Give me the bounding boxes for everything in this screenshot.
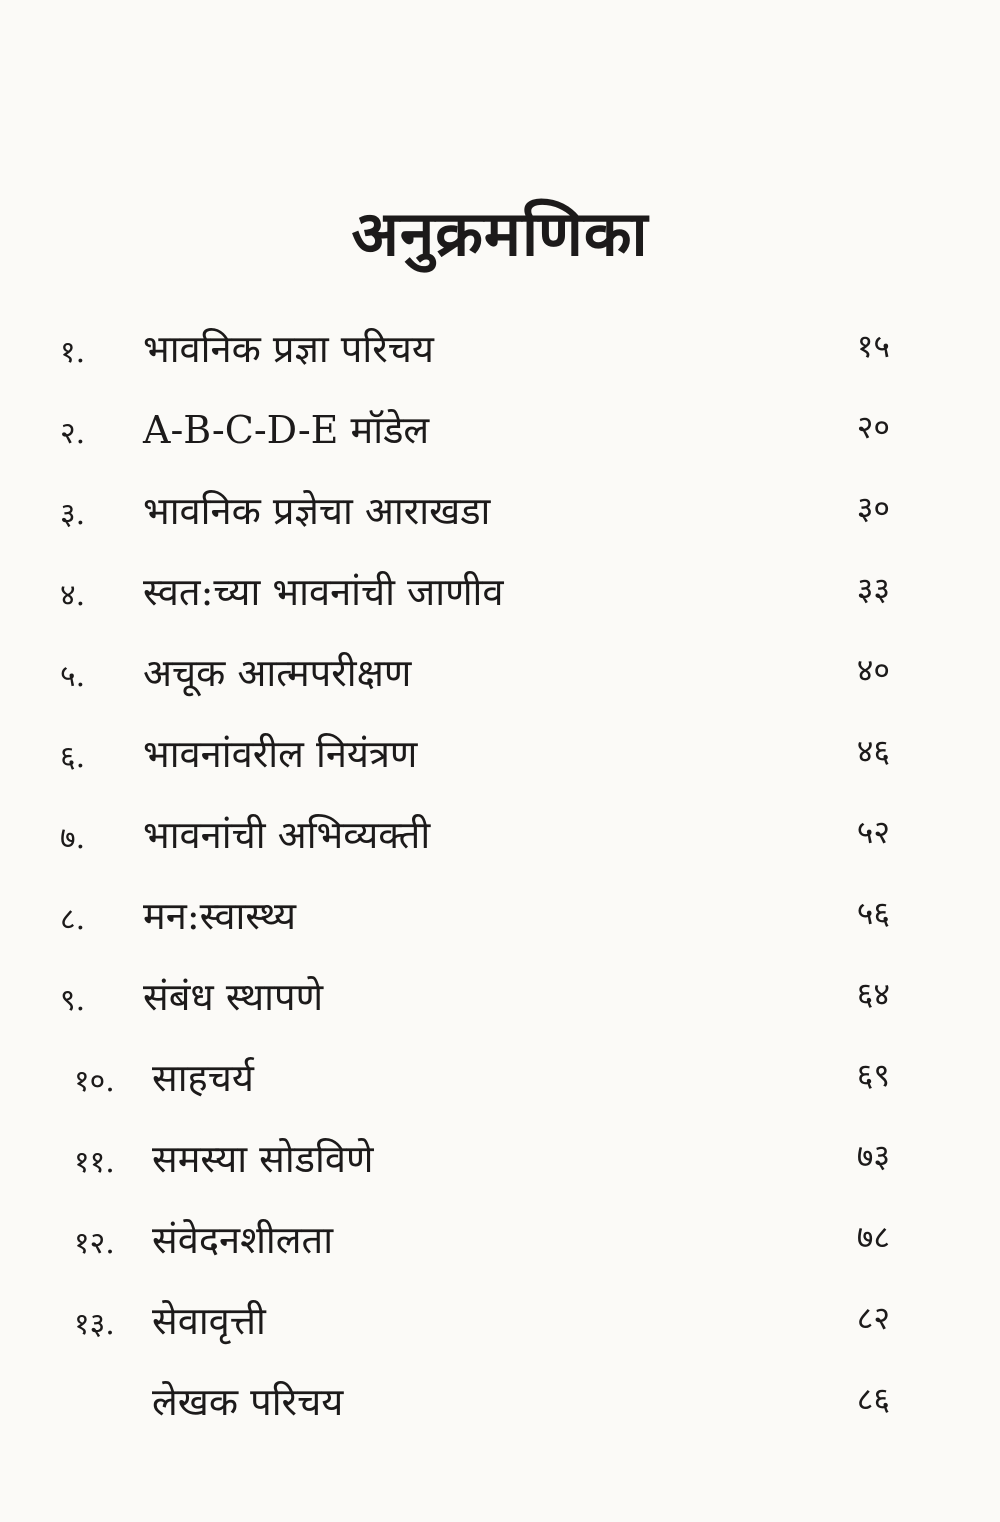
chapter-number: ३. xyxy=(60,497,86,532)
chapter-title: साहचर्य xyxy=(152,1056,254,1100)
chapter-title: भावनिक प्रज्ञेचा आराखडा xyxy=(143,489,491,533)
toc-row xyxy=(0,1132,1000,1213)
chapter-number: १२. xyxy=(74,1226,115,1261)
chapter-title: अचूक आत्मपरीक्षण xyxy=(143,651,412,695)
toc-row xyxy=(0,1375,1000,1456)
toc-row xyxy=(0,565,1000,646)
toc-row xyxy=(0,484,1000,565)
chapter-title: सेवावृत्ती xyxy=(152,1299,266,1343)
toc-row xyxy=(0,970,1000,1051)
chapter-title: A-B-C-D-E मॉडेल xyxy=(143,408,430,452)
toc-row xyxy=(0,808,1000,889)
chapter-number: ११. xyxy=(74,1145,115,1180)
chapter-title: स्वत:च्या भावनांची जाणीव xyxy=(143,570,504,614)
chapter-number: १३. xyxy=(74,1307,115,1342)
page-number: ६९ xyxy=(856,1056,890,1094)
chapter-number: ७. xyxy=(60,821,86,856)
chapter-title: भावनांवरील नियंत्रण xyxy=(143,732,418,776)
chapter-number: ९. xyxy=(60,983,86,1018)
page-number: ३० xyxy=(856,489,890,527)
page-number: ८२ xyxy=(856,1299,890,1337)
toc-row xyxy=(0,889,1000,970)
toc-row xyxy=(0,1213,1000,1294)
chapter-title: संवेदनशीलता xyxy=(152,1218,334,1262)
toc-row xyxy=(0,727,1000,808)
chapter-title: मन:स्वास्थ्य xyxy=(143,894,297,938)
page-number: ८६ xyxy=(856,1380,890,1418)
chapter-number: १. xyxy=(60,335,86,370)
toc-row xyxy=(0,646,1000,727)
chapter-title: भावनिक प्रज्ञा परिचय xyxy=(143,327,434,371)
page-title: अनुक्रमणिका xyxy=(351,197,649,270)
page-number: ७८ xyxy=(856,1218,890,1256)
page-number: ३३ xyxy=(856,570,890,608)
chapter-title: भावनांची अभिव्यक्ती xyxy=(143,813,431,857)
page-number: ७३ xyxy=(856,1137,890,1175)
page-number: ५२ xyxy=(856,813,890,851)
page-number: ६४ xyxy=(856,975,890,1013)
toc-row xyxy=(0,1294,1000,1375)
page-number: ५६ xyxy=(856,894,890,932)
author-intro-title: लेखक परिचय xyxy=(152,1380,344,1424)
toc-row xyxy=(0,403,1000,484)
chapter-number: ६. xyxy=(60,740,86,775)
toc-row xyxy=(0,1051,1000,1132)
toc-row xyxy=(0,322,1000,403)
chapter-number: १०. xyxy=(74,1064,115,1099)
chapter-number: ४. xyxy=(60,578,86,613)
chapter-number: २. xyxy=(60,416,86,451)
chapter-number: ८. xyxy=(60,902,86,937)
chapter-title: समस्या सोडविणे xyxy=(152,1137,374,1181)
chapter-number: ५. xyxy=(60,659,86,694)
page-number: ४६ xyxy=(856,732,890,770)
page-number: २० xyxy=(856,408,890,446)
page-number: १५ xyxy=(856,327,890,365)
table-of-contents xyxy=(0,322,1000,1456)
page-number: ४० xyxy=(856,651,890,689)
chapter-title: संबंध स्थापणे xyxy=(143,975,324,1019)
